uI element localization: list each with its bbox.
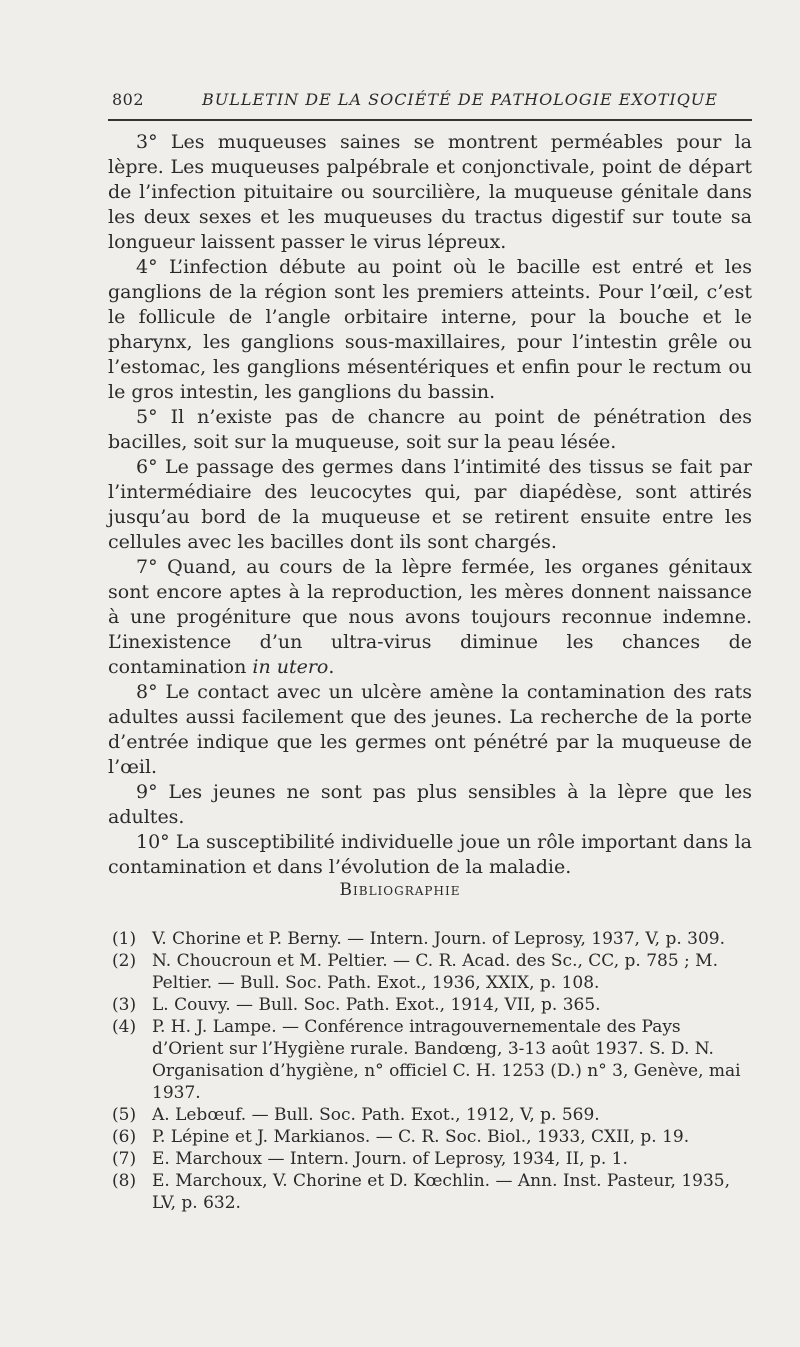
reference-number: (3): [112, 995, 137, 1015]
paragraph-7: [108, 555, 752, 680]
reference-text: P. H. J. Lampe. — Conférence intragouvernementale des Pays d’Orient sur l’Hygiène rurale. Bandœng, 3-13 août 1937. S. D. N. Organisation d’hygiène, n° officiel C. H. 1253 (D.) n° 3, Genève, mai 1937.: [152, 1017, 741, 1103]
paragraph-7-text: 7° Quand, au cours de la lèpre fermée, les organes génitaux sont encore aptes à la reproduction, les mères donnent naissance à une progéniture que nous avons toujours reconnue indemne. L’inexistence d’un ultra-virus diminue les chances de contamination: [108, 556, 752, 678]
reference-number: (4): [112, 1017, 137, 1037]
reference-text: E. Marchoux, V. Chorine et D. Kœchlin. — Ann. Inst. Pasteur, 1935, LV, p. 632.: [152, 1171, 731, 1213]
reference-number: (5): [112, 1105, 137, 1125]
reference-number: (6): [112, 1127, 137, 1147]
paragraph-6: 6° Le passage des germes dans l’intimité des tissus se fait par l’intermédiaire des leucocytes qui, par diapédèse, sont attirés jusqu’au bord de la muqueuse et se retirent ensuite entre les cellules avec les bacilles dont ils sont chargés.: [108, 456, 752, 553]
reference-item: [112, 1126, 752, 1148]
reference-number: (2): [112, 951, 137, 971]
reference-text: L. Couvy. — Bull. Soc. Path. Exot., 1914, VII, p. 365.: [152, 995, 601, 1015]
paragraph-9: 9° Les jeunes ne sont pas plus sensibles à la lèpre que les adultes.: [108, 781, 752, 828]
reference-item: [112, 994, 752, 1016]
reference-text: V. Chorine et P. Berny. — Intern. Journ. of Leprosy, 1937, V, p. 309.: [152, 929, 726, 949]
paragraph-4: 4° L’infection débute au point où le bacille est entré et les ganglions de la région sont les premiers atteints. Pour l’œil, c’est le follicule de l’angle orbitaire interne, pour la bouche et le pharynx, les ganglions sous-maxillaires, pour l’intestin grêle ou l’estomac, les ganglions mésentériques et enfin pour le rectum ou le gros intestin, les ganglions du bassin.: [108, 256, 752, 403]
paragraph-3: 3° Les muqueuses saines se montrent perméables pour la lèpre. Les muqueuses palpébrale et conjonctivale, point de départ de l’infection pituitaire ou sourcilière, la muqueuse génitale dans les deux sexes et les muqueuses du tractus digestif sur toute sa longueur laissent passer le virus lépreux.: [108, 131, 752, 253]
reference-item: [112, 928, 752, 950]
article-body: [108, 130, 752, 880]
reference-item: [112, 1148, 752, 1170]
reference-number: (7): [112, 1149, 137, 1169]
reference-number: (8): [112, 1171, 137, 1191]
reference-number: (1): [112, 929, 137, 949]
bibliography-heading: Bibliographie: [339, 880, 461, 900]
reference-text: A. Lebœuf. — Bull. Soc. Path. Exot., 1912, V, p. 569.: [152, 1105, 600, 1125]
paragraph-5: 5° Il n’existe pas de chancre au point de pénétration des bacilles, soit sur la muqueuse, soit sur la peau lésée.: [108, 406, 752, 453]
paragraph-7-italic: in utero: [252, 656, 329, 678]
reference-text: N. Choucroun et M. Peltier. — C. R. Acad. des Sc., CC, p. 785 ; M. Peltier. — Bull. Soc. Path. Exot., 1936, XXIX, p. 108.: [152, 951, 718, 993]
header-rule: [108, 119, 752, 121]
reference-item: [112, 950, 752, 994]
reference-item: [112, 1170, 752, 1214]
reference-item: [112, 1016, 752, 1104]
reference-text: E. Marchoux — Intern. Journ. of Leprosy, 1934, II, p. 1.: [152, 1149, 628, 1169]
bibliography-list: [112, 928, 752, 1214]
paragraph-7-punct: .: [328, 656, 335, 678]
paragraph-8: 8° Le contact avec un ulcère amène la contamination des rats adultes aussi facilement que des jeunes. La recherche de la porte d’entrée indique que les germes ont pénétré par la muqueuse de l’œil.: [108, 681, 752, 778]
page-number: 802: [112, 90, 145, 109]
paragraph-10: 10° La susceptibilité individuelle joue un rôle important dans la contamination et dans l’évolution de la maladie.: [108, 831, 752, 878]
reference-item: [112, 1104, 752, 1126]
reference-text: P. Lépine et J. Markianos. — C. R. Soc. Biol., 1933, CXII, p. 19.: [152, 1127, 690, 1147]
journal-title: BULLETIN DE LA SOCIÉTÉ DE PATHOLOGIE EXOTIQUE: [202, 90, 718, 109]
